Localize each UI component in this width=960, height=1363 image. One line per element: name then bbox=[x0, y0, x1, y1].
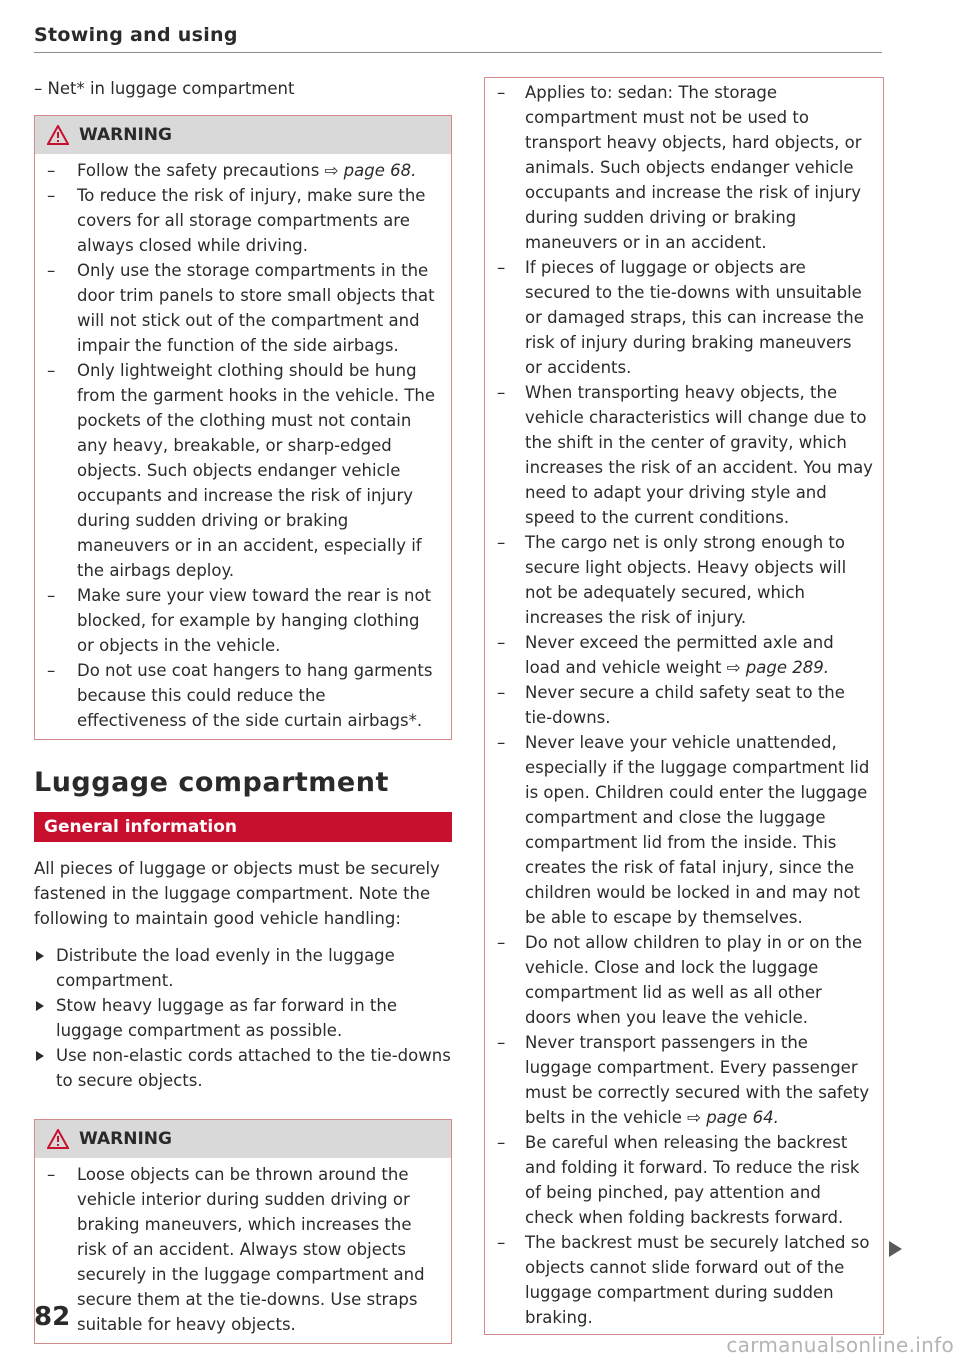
step-list bbox=[34, 943, 452, 1093]
header-rule bbox=[34, 52, 882, 53]
warning-item: – Loose objects can be thrown around the vehicle interior during sudden driving or braking maneuvers, which increases the risk of an accident. Always stow objects securely in the luggage compartment and secure them at the tie-downs. Use straps suitable for heavy objects. bbox=[47, 1162, 439, 1337]
step-item: Distribute the load evenly in the luggage compartment. bbox=[34, 943, 452, 993]
right-column bbox=[484, 77, 884, 1335]
warning-header-1 bbox=[35, 116, 451, 154]
warning-item: – To reduce the risk of injury, make sure the covers for all storage compartments are always closed while driving. bbox=[47, 183, 439, 258]
warning-list-continued bbox=[497, 80, 873, 1330]
section-title: Luggage compartment bbox=[34, 767, 389, 798]
warning-item: – If pieces of luggage or objects are secured to the tie-downs with unsuitable or damaged straps, this can increase the risk of injury during braking maneuvers or accidents. bbox=[497, 255, 873, 380]
warning-item: – Only lightweight clothing should be hung from the garment hooks in the vehicle. The pockets of the clothing must not contain any heavy, breakable, or sharp-edged objects. Such objects endanger vehicle occupants and increase the risk of injury during sudden driving or braking maneuvers or in an accident, especially if the airbags deploy. bbox=[47, 358, 439, 583]
intro-line: – Net* in luggage compartment bbox=[34, 79, 295, 98]
subheading: General information bbox=[34, 812, 452, 842]
warning-item: – The backrest must be securely latched so objects cannot slide forward out of the luggage compartment during sudden braking. bbox=[497, 1230, 873, 1330]
warning-box-1 bbox=[34, 115, 452, 740]
warning-item: – When transporting heavy objects, the vehicle characteristics will change due to the shift in the center of gravity, which increases the risk of an accident. You may need to adapt your driving style and speed to the current conditions. bbox=[497, 380, 873, 530]
warning-item: – Do not use coat hangers to hang garments because this could reduce the effectiveness of the side curtain airbags*. bbox=[47, 658, 439, 733]
warning-item: – Make sure your view toward the rear is not blocked, for example by hanging clothing or objects in the vehicle. bbox=[47, 583, 439, 658]
warning-list-1 bbox=[47, 158, 439, 733]
step-item: Use non-elastic cords attached to the tie-downs to secure objects. bbox=[34, 1043, 452, 1093]
page-number: 82 bbox=[34, 1302, 71, 1332]
page-link[interactable]: ⇨ page 289. bbox=[726, 658, 829, 677]
warning-list-2 bbox=[47, 1162, 439, 1337]
warning-label: WARNING bbox=[79, 1128, 172, 1149]
warning-triangle-icon bbox=[47, 125, 69, 145]
left-column bbox=[34, 76, 452, 1344]
warning-header-2 bbox=[35, 1120, 451, 1158]
intro-paragraph: All pieces of luggage or objects must be securely fastened in the luggage compartment. Note the following to maintain good vehicle handling: bbox=[34, 859, 440, 928]
page-link[interactable]: ⇨ page 64. bbox=[687, 1108, 779, 1127]
warning-item: – Never exceed the permitted axle and load and vehicle weight ⇨ page 289. bbox=[497, 630, 873, 680]
triangle-bullet-icon bbox=[36, 1051, 44, 1061]
warning-item: – Follow the safety precautions ⇨ page 68. bbox=[47, 158, 439, 183]
warning-label: WARNING bbox=[79, 124, 172, 145]
step-item: Stow heavy luggage as far forward in the luggage compartment as possible. bbox=[34, 993, 452, 1043]
warning-item: – Never transport passengers in the luggage compartment. Every passenger must be correctly secured with the safety belts in the vehicle ⇨ page 64. bbox=[497, 1030, 873, 1130]
page-link[interactable]: ⇨ page 68. bbox=[324, 161, 417, 180]
warning-item: – Never secure a child safety seat to the tie-downs. bbox=[497, 680, 873, 730]
warning-box-2 bbox=[34, 1119, 452, 1344]
warning-item: – Applies to: sedan: The storage compartment must not be used to transport heavy objects, hard objects, or animals. Such objects endanger vehicle occupants and increase the risk of injury during sudden driving or braking maneuvers or in an accident. bbox=[497, 80, 873, 255]
warning-item: – Only use the storage compartments in the door trim panels to store small objects that will not stick out of the compartment and impair the function of the side airbags. bbox=[47, 258, 439, 358]
warning-item: – The cargo net is only strong enough to secure light objects. Heavy objects will not be adequately secured, which increases the risk of injury. bbox=[497, 530, 873, 630]
warning-item: – Never leave your vehicle unattended, especially if the luggage compartment lid is open. Children could enter the luggage compartment and close the luggage compartment lid from the inside. This creates the risk of fatal injury, since the children would be locked in and may not be able to escape by themselves. bbox=[497, 730, 873, 930]
page-header-title: Stowing and using bbox=[34, 24, 238, 46]
continue-arrow-icon bbox=[889, 1241, 902, 1257]
warning-box-continued bbox=[484, 77, 884, 1335]
warning-triangle-icon bbox=[47, 1129, 69, 1149]
warning-item: – Be careful when releasing the backrest and folding it forward. To reduce the risk of being pinched, pay attention and check when folding backrests forward. bbox=[497, 1130, 873, 1230]
warning-item: – Do not allow children to play in or on the vehicle. Close and lock the luggage compartment lid as well as all other doors when you leave the vehicle. bbox=[497, 930, 873, 1030]
triangle-bullet-icon bbox=[36, 1001, 44, 1011]
triangle-bullet-icon bbox=[36, 951, 44, 961]
watermark: carmanualsonline.info bbox=[726, 1333, 954, 1357]
